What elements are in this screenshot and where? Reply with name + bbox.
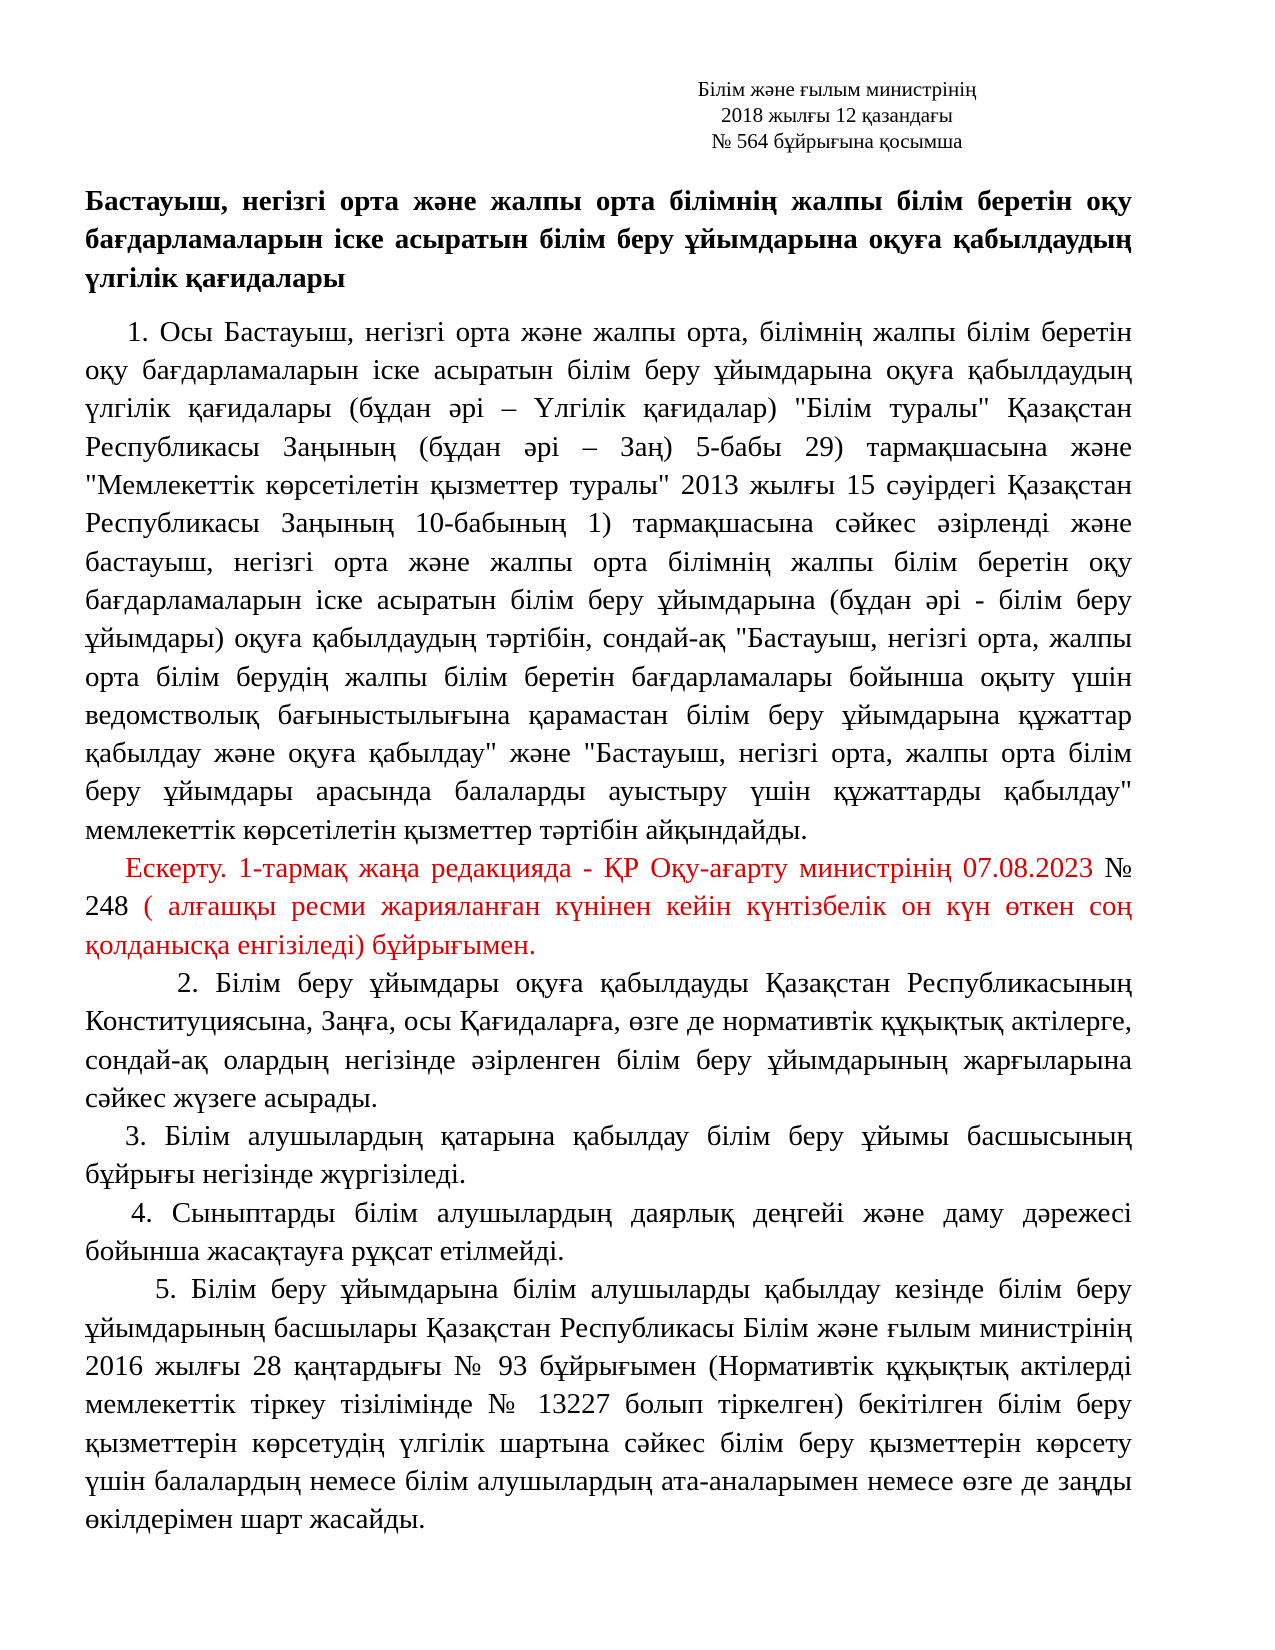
amendment-note-red-start: Ескерту. 1-тармақ жаңа редакцияда - ҚР Оқу-ағарту министрінің 07.08.2023 — [125, 852, 1105, 885]
amendment-note-red-end: ( алғашқы ресми жарияланған күнінен кейін күнтізбелік он күн өткен соң қолданысқа енгізіледі) бұйрығымен. — [85, 890, 1132, 961]
paragraph-1: 1. Осы Бастауыш, негізгі орта және жалпы орта, білімнің жалпы білім беретін оқу бағдарламаларын іске асыратын білім беру ұйымдарына оқуға қабылдаудың үлгілік қағидалары (бұдан әрі – Үлгілік қағидалар) "Білім туралы" Қазақстан Республикасы Заңының (бұдан әрі – Заң) 5-бабы 29) тармақшасына және "Мемлекеттік көрсетілетін қызметтер туралы" 2013 жылғы 15 сәуірдегі Қазақстан Республикасы Заңының 10-бабының 1) тармақшасына сәйкес әзірленді және бастауыш, негізгі орта және жалпы орта білімнің жалпы білім беретін оқу бағдарламаларын іске асыратын білім беру ұйымдарына (бұдан әрі - білім беру ұйымдары) оқуға қабылдаудың тәртібін, сондай-ақ "Бастауыш, негізгі орта, жалпы орта білім берудің жалпы білім беретін бағдарламалары бойынша оқыту үшін ведомстволық бағыныстылығына қарамастан білім беру ұйымдарына құжаттар қабылдау және оқуға қабылдау" және "Бастауыш, негізгі орта, жалпы орта білім беру ұйымдары арасында балаларды ауыстыру үшін құжаттарды қабылдау" мемлекеттік көрсетілетін қызметтер тәртібін айқындайды. — [85, 315, 1132, 846]
header-line-date: 2018 жылғы 12 қазандағы — [721, 103, 953, 127]
order-reference-header — [597, 76, 1077, 154]
document-title: Бастауыш, негізгі орта және жалпы орта білімнің жалпы білім беретін оқу бағдарламаларын іске асыратын білім беру ұйымдарына оқуға қабылдаудың үлгілік қағидалары — [85, 185, 1132, 294]
paragraph-4: 4. Сыныптарды білім алушылардың даярлық деңгейі және даму дәрежесі бойынша жасақтауға рұқсат етілмейді. — [85, 1196, 1132, 1268]
document-content — [85, 76, 1132, 1538]
header-line-order-number: № 564 бұйрығына қосымша — [711, 129, 963, 153]
paragraph-3: 3. Білім алушылардың қатарына қабылдау білім беру ұйымы басшысының бұйрығы негізінде жүргізіледі. — [85, 1120, 1132, 1191]
header-line-ministry: Білім және ғылым министрінің — [697, 77, 977, 101]
amendment-note — [85, 849, 1132, 964]
paragraph-5: 5. Білім беру ұйымдарына білім алушыларды қабылдау кезінде білім беру ұйымдарының басшылары Қазақстан Республикасы Білім және ғылым министрінің 2016 жылғы 28 қаңтардығы № 93 бұйрығымен (Нормативтік құқықтық актілерді мемлекеттік тіркеу тізілімінде № 13227 болып тіркелген) бекітілген білім беру қызметтерін көрсетудің үлгілік шартына сәйкес білім беру қызметтерін көрсету үшін балалардың немесе білім алушылардың ата-аналарымен немесе өзге де заңды өкілдерімен шарт жасайды. — [85, 1273, 1132, 1536]
amendment-note-order-number: № 248 — [85, 852, 1132, 923]
paragraph-2: 2. Білім беру ұйымдары оқуға қабылдауды Қазақстан Республикасының Конституциясына, Заңға, осы Қағидаларға, өзге де нормативтік құқықтық актілерге, сондай-ақ олардың негізінде әзірленген білім беру ұйымдарының жарғыларына сәйкес жүзеге асырады. — [85, 966, 1132, 1114]
